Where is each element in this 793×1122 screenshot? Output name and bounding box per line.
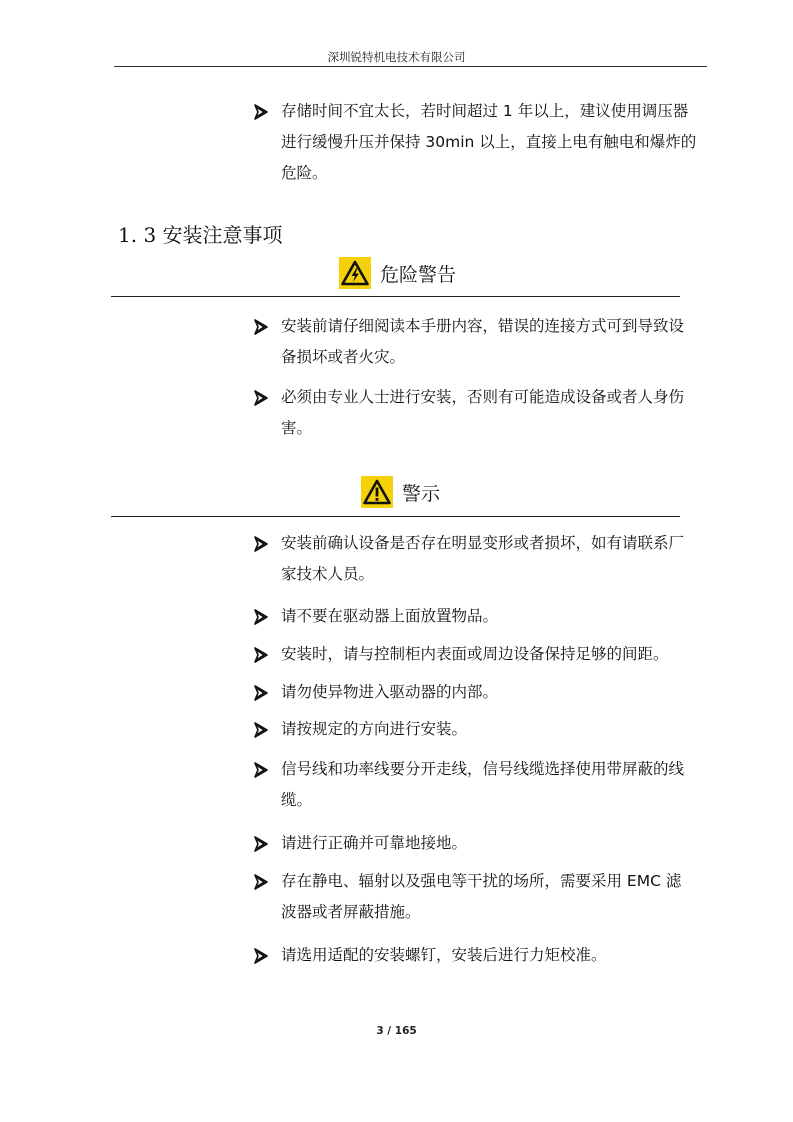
arrow-bullet-icon: [253, 948, 269, 964]
arrow-bullet-icon: [253, 836, 269, 852]
section-title: 安装注意事项: [162, 223, 283, 247]
arrow-bullet-icon: [253, 319, 269, 335]
arrow-bullet-icon: [253, 390, 269, 406]
list-item: [253, 382, 713, 444]
list-item-line: 备损坏或者火灾。: [281, 348, 406, 366]
warning-divider: [111, 516, 680, 517]
list-item: [253, 96, 713, 189]
list-item-line: 害。: [281, 419, 313, 437]
warning-label: 警示: [402, 482, 441, 505]
list-item-line: 缆。: [281, 791, 313, 809]
warning-banner: [361, 476, 440, 508]
list-item-line: 请勿使异物进入驱动器的内部。: [281, 683, 499, 701]
list-item-line: 请选用适配的安装螺钉，安装后进行力矩校准。: [281, 946, 607, 964]
arrow-bullet-icon: [253, 609, 269, 625]
list-item: [253, 677, 713, 708]
header-divider: [114, 66, 707, 67]
list-item: [253, 754, 713, 816]
list-item-line: 请不要在驱动器上面放置物品。: [281, 607, 499, 625]
list-item-line: 请进行正确并可靠地接地。: [281, 834, 468, 852]
list-item-line: 请按规定的方向进行安装。: [281, 720, 468, 738]
list-item: [253, 866, 713, 928]
list-item: [253, 714, 713, 745]
page-number: 3 / 165: [376, 1025, 417, 1037]
list-item: [253, 311, 713, 373]
list-item-line: 波器或者屏蔽措施。: [281, 903, 421, 921]
section-heading: [118, 219, 283, 248]
list-item-line: 存在静电、辐射以及强电等干扰的场所，需要采用 EMC 滤: [281, 872, 682, 890]
danger-divider: [111, 296, 680, 297]
list-item-line: 安装时，请与控制柜内表面或周边设备保持足够的间距。: [281, 645, 669, 663]
danger-label: 危险警告: [380, 263, 457, 286]
danger-banner: [339, 257, 456, 289]
list-item-line: 安装前确认设备是否存在明显变形或者损坏，如有请联系厂: [281, 534, 685, 552]
list-item: [253, 601, 713, 632]
arrow-bullet-icon: [253, 874, 269, 890]
list-item: [253, 528, 713, 590]
exclamation-warning-icon: [361, 476, 393, 508]
list-item-line: 安装前请仔细阅读本手册内容，错误的连接方式可到导致设: [281, 317, 685, 335]
list-item-line: 信号线和功率线要分开走线，信号线缆选择使用带屏蔽的线: [281, 760, 685, 778]
list-item-line: 必须由专业人士进行安装，否则有可能造成设备或者人身伤: [281, 388, 685, 406]
arrow-bullet-icon: [253, 722, 269, 738]
list-item: [253, 940, 713, 971]
arrow-bullet-icon: [253, 762, 269, 778]
list-item-line: 进行缓慢升压并保持 30min 以上，直接上电有触电和爆炸的: [281, 133, 697, 151]
arrow-bullet-icon: [253, 536, 269, 552]
arrow-bullet-icon: [253, 104, 269, 120]
arrow-bullet-icon: [253, 685, 269, 701]
company-name: 深圳锐特机电技术有限公司: [327, 50, 466, 64]
list-item-line: 存储时间不宜太长，若时间超过 1 年以上，建议使用调压器: [281, 102, 689, 120]
list-item: [253, 639, 713, 670]
section-number: 1. 3: [118, 223, 157, 247]
electric-hazard-icon: [339, 257, 371, 289]
arrow-bullet-icon: [253, 647, 269, 663]
list-item: [253, 828, 713, 859]
list-item-line: 家技术人员。: [281, 565, 375, 583]
list-item-line: 危险。: [281, 164, 328, 182]
